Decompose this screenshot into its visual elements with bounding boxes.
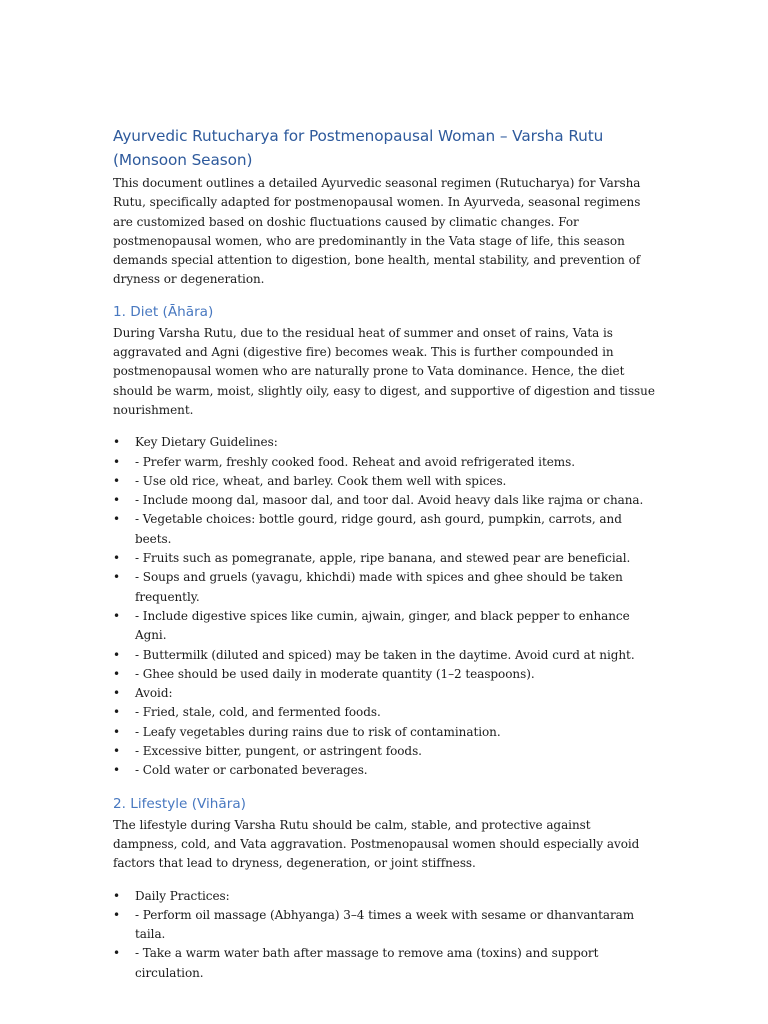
bullet-icon: • [113,473,121,488]
document-page [113,124,658,983]
list-item [113,607,658,646]
bullet-icon: • [113,946,121,961]
list-item-text: - Ghee should be used daily in moderate quantity (1–2 teaspoons). [135,666,535,681]
list-item [113,742,658,761]
list-item [113,491,658,510]
bullet-icon: • [113,512,121,527]
bullet-icon: • [113,744,121,759]
list-item-text: Avoid: [135,686,173,701]
bullet-icon: • [113,724,121,739]
diet-paragraph: During Varsha Rutu, due to the residual heat of summer and onset of rains, Vata is aggravated and Agni (digestive fire) becomes weak. This is further compounded in postmenopausal women who are naturally prone to Vata dominance. Hence, the diet should be warm, moist, slightly oily, easy to digest, and supportive of digestion and tissue nourishment. [113,325,655,417]
list-item-text: - Cold water or carbonated beverages. [135,763,368,778]
list-item [113,665,658,684]
list-item-text: - Use old rice, wheat, and barley. Cook them well with spices. [135,473,507,488]
list-item [113,723,658,742]
list-item-text: - Fruits such as pomegranate, apple, ripe banana, and stewed pear are beneficial. [135,551,631,566]
list-item-text: - Vegetable choices: bottle gourd, ridge gourd, ash gourd, pumpkin, carrots, and beets. [135,512,622,546]
list-item [113,549,658,568]
bullet-icon: • [113,907,121,922]
list-item-text: - Excessive bitter, pungent, or astringent foods. [135,744,422,759]
intro-paragraph: This document outlines a detailed Ayurvedic seasonal regimen (Rutucharya) for Varsha Rutu, specifically adapted for postmenopausal women. In Ayurveda, seasonal regimens are customized based on doshic fluctuations caused by climatic changes. For postmenopausal women, who are predominantly in the Vata stage of life, this season demands special attention to digestion, bone health, mental stability, and prevention of dryness or degeneration. [113,176,641,287]
bullet-icon: • [113,705,121,720]
list-item [113,906,658,945]
list-item-text: - Soups and gruels (yavagu, khichdi) made with spices and ghee should be taken frequently. [135,570,623,604]
document-title: Ayurvedic Rutucharya for Postmenopausal Woman – Varsha Rutu (Monsoon Season) [113,127,604,169]
lifestyle-bullet-list [113,887,658,983]
section-heading-lifestyle: 2. Lifestyle (Vihāra) [113,795,246,812]
list-item [113,703,658,722]
bullet-icon: • [113,666,121,681]
list-item [113,944,658,983]
list-item-text: - Fried, stale, cold, and fermented foods. [135,705,381,720]
list-item-text: - Take a warm water bath after massage to remove ama (toxins) and support circulation. [135,946,599,980]
bullet-icon: • [113,647,121,662]
bullet-icon: • [113,551,121,566]
list-item-text: - Prefer warm, freshly cooked food. Reheat and avoid refrigerated items. [135,454,575,469]
list-item [113,887,658,906]
list-item-text: - Include moong dal, masoor dal, and toor dal. Avoid heavy dals like rajma or chana. [135,493,644,508]
lifestyle-paragraph: The lifestyle during Varsha Rutu should be calm, stable, and protective against dampness, cold, and Vata aggravation. Postmenopausal women should especially avoid factors that lead to dryness, degeneration, or joint stiffness. [113,817,640,871]
list-item [113,684,658,703]
bullet-icon: • [113,608,121,623]
list-item [113,472,658,491]
list-item-text: Key Dietary Guidelines: [135,435,278,450]
bullet-icon: • [113,570,121,585]
bullet-icon: • [113,686,121,701]
list-item-text: Daily Practices: [135,888,230,903]
bullet-icon: • [113,435,121,450]
list-item-text: - Include digestive spices like cumin, ajwain, ginger, and black pepper to enhance Agni. [135,608,630,643]
diet-bullet-list [113,433,658,780]
list-item [113,433,658,452]
list-item [113,510,658,549]
list-item [113,761,658,780]
bullet-icon: • [113,493,121,508]
section-heading-diet: 1. Diet (Āhāra) [113,303,214,320]
list-item [113,453,658,472]
list-item [113,568,658,607]
bullet-icon: • [113,763,121,778]
bullet-icon: • [113,454,121,469]
list-item-text: - Leafy vegetables during rains due to risk of contamination. [135,724,501,739]
list-item [113,646,658,665]
list-item-text: - Buttermilk (diluted and spiced) may be taken in the daytime. Avoid curd at night. [135,647,635,662]
bullet-icon: • [113,888,121,903]
list-item-text: - Perform oil massage (Abhyanga) 3–4 times a week with sesame or dhanvantaram taila. [135,907,635,942]
